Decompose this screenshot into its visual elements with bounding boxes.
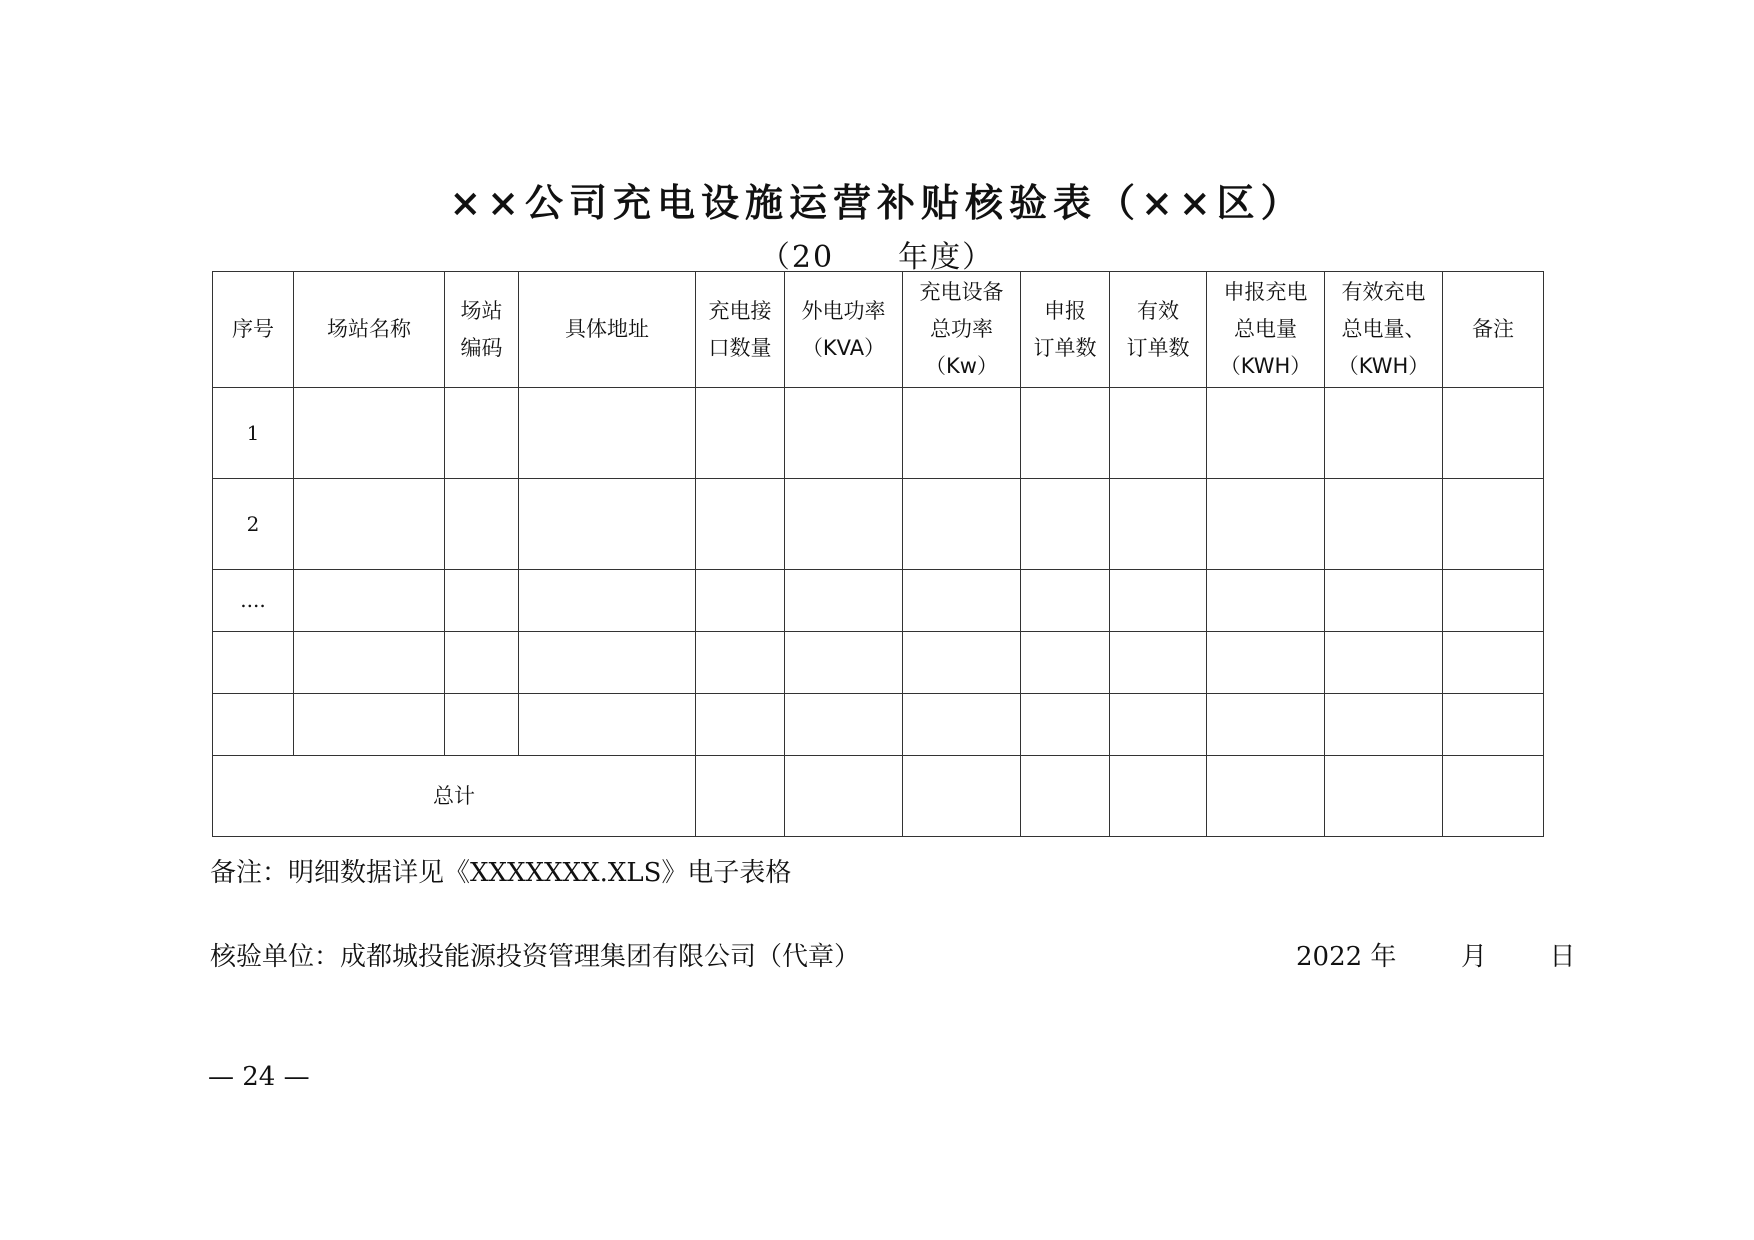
table-row	[213, 479, 1544, 570]
header-declared-energy: 申报充电 总电量 （KWH）	[1207, 272, 1325, 388]
page-number: — 24 —	[208, 1062, 310, 1092]
document-subtitle: （20 年度）	[759, 240, 995, 275]
row-seq: ....	[213, 570, 294, 632]
date-year: 2022 年	[1296, 942, 1397, 972]
document-title: ××公司充电设施运营补贴核验表（××区）	[449, 180, 1305, 225]
header-seq: 序号	[213, 272, 294, 388]
header-address: 具体地址	[519, 272, 696, 388]
header-valid-energy: 有效充电 总电量、 （KWH）	[1325, 272, 1443, 388]
date-line	[1296, 936, 1576, 973]
verifying-unit: 核验单位：成都城投能源投资管理集团有限公司（代章）	[210, 942, 861, 972]
header-total-power: 充电设备 总功率 （Kw）	[903, 272, 1021, 388]
row-seq	[213, 632, 294, 694]
table-row	[213, 694, 1544, 756]
header-valid-orders: 有效 订单数	[1110, 272, 1207, 388]
row-seq: 1	[213, 388, 294, 479]
subsidy-verification-table	[212, 271, 1544, 837]
table-total-row	[213, 756, 1544, 837]
row-seq: 2	[213, 479, 294, 570]
header-remarks: 备注	[1443, 272, 1544, 388]
header-station-code: 场站 编码	[445, 272, 519, 388]
date-month: 月	[1460, 942, 1487, 972]
header-port-count: 充电接 口数量	[696, 272, 785, 388]
table-row	[213, 632, 1544, 694]
header-external-power: 外电功率 （KVA）	[785, 272, 903, 388]
header-station-name: 场站名称	[294, 272, 445, 388]
table-row	[213, 388, 1544, 479]
table-header-row	[213, 272, 1544, 388]
header-declared-orders: 申报 订单数	[1021, 272, 1110, 388]
date-day: 日	[1549, 942, 1576, 972]
total-label: 总计	[213, 756, 696, 837]
table-row	[213, 570, 1544, 632]
row-seq	[213, 694, 294, 756]
table-note: 备注：明细数据详见《XXXXXXX.XLS》电子表格	[210, 858, 792, 888]
